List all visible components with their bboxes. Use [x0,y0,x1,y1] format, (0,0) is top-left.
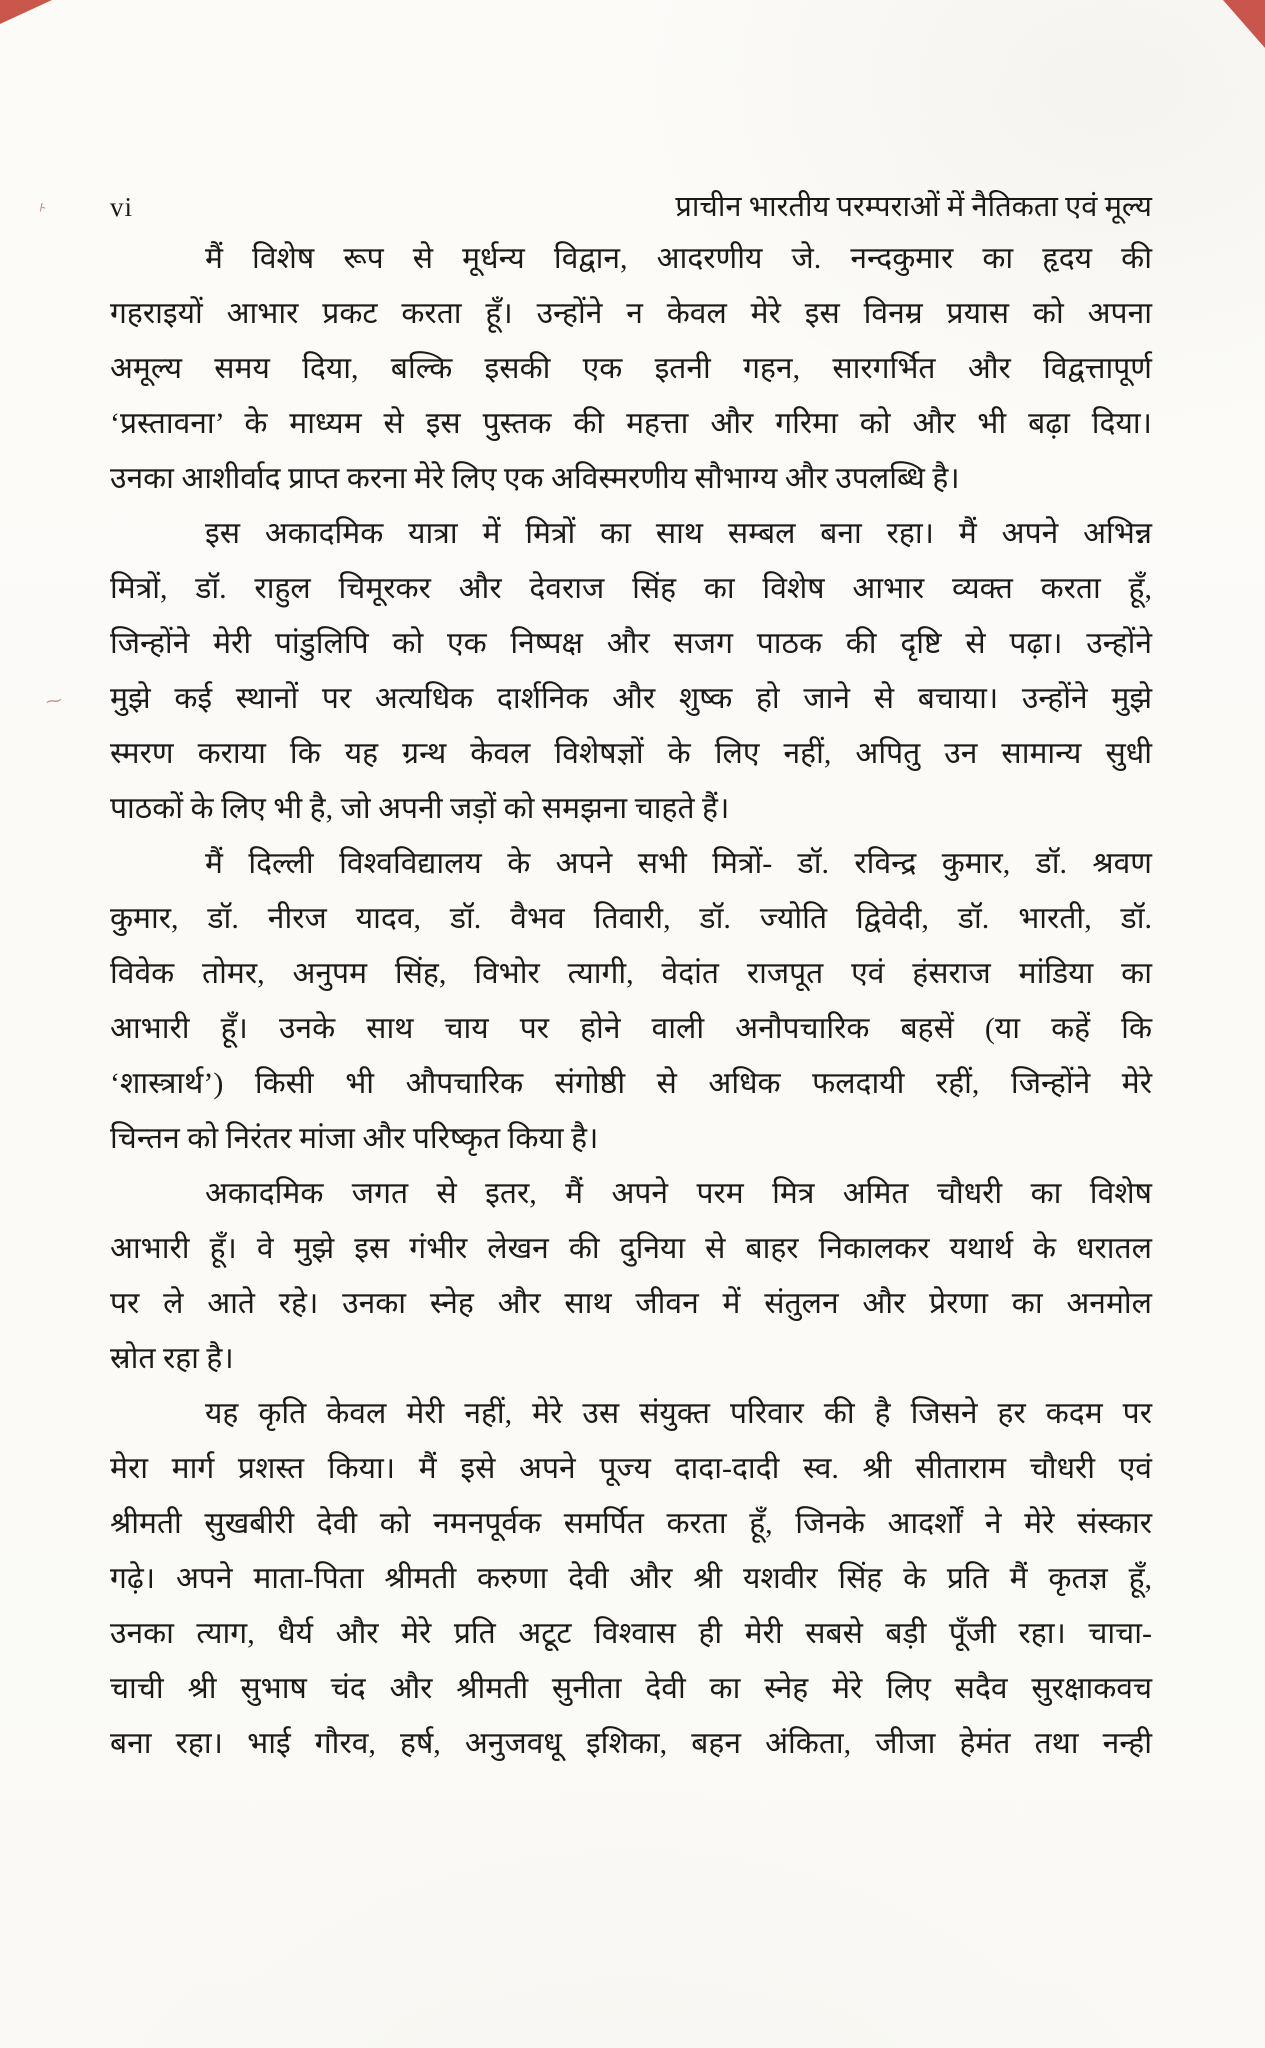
text-line: उनका आशीर्वाद प्राप्त करना मेरे लिए एक अविस्मरणीय सौभाग्य और उपलब्धि है। [110,462,960,495]
page-header [110,186,1152,225]
text-line: गढ़े। अपने माता-पिता श्रीमती करुणा देवी और श्री यशवीर सिंह के प्रति मैं कृतज्ञ हूँ, [110,1562,1152,1595]
text-line: अमूल्य समय दिया, बल्कि इसकी एक इतनी गहन, सारगर्भित और विद्वत्तापूर्ण [110,352,1152,385]
text-line: कुमार, डॉ. नीरज यादव, डॉ. वैभव तिवारी, डॉ. ज्योति द्विवेदी, डॉ. भारती, डॉ. [110,902,1152,935]
text-line: चिन्तन को निरंतर मांजा और परिष्कृत किया है। [110,1122,599,1155]
text-line: चाची श्री सुभाष चंद और श्रीमती सुनीता देवी का स्नेह मेरे लिए सदैव सुरक्षाकवच [110,1672,1152,1705]
text-line: मित्रों, डॉ. राहुल चिमूरकर और देवराज सिंह का विशेष आभार व्यक्त करता हूँ, [110,572,1152,605]
text-line: यह कृति केवल मेरी नहीं, मेरे उस संयुक्त परिवार की है जिसने हर कदम पर [205,1397,1152,1430]
text-line: स्मरण कराया कि यह ग्रन्थ केवल विशेषज्ञों के लिए नहीं, अपितु उन सामान्य सुधी [110,737,1152,770]
running-header-title: प्राचीन भारतीय परम्पराओं में नैतिकता एवं मूल्य [675,191,1152,223]
text-line: ‘शास्त्रार्थ’) किसी भी औपचारिक संगोष्ठी से अधिक फलदायी रहीं, जिन्होंने मेरे [110,1067,1152,1100]
text-line: स्रोत रहा है। [110,1342,234,1375]
text-line: इस अकादमिक यात्रा में मित्रों का साथ सम्बल बना रहा। मैं अपने अभिन्न [205,517,1152,550]
text-line: आभारी हूँ। उनके साथ चाय पर होने वाली अनौपचारिक बहसें (या कहें कि [110,1012,1152,1045]
text-line: विवेक तोमर, अनुपम सिंह, विभोर त्यागी, वेदांत राजपूत एवं हंसराज मांडिया का [110,957,1152,990]
text-line: मेरा मार्ग प्रशस्त किया। मैं इसे अपने पूज्य दादा-दादी स्व. श्री सीताराम चौधरी एवं [110,1452,1152,1485]
text-line: पर ले आते रहे। उनका स्नेह और साथ जीवन में संतुलन और प्रेरणा का अनमोल [110,1287,1152,1320]
text-line: जिन्होंने मेरी पांडुलिपि को एक निष्पक्ष और सजग पाठक की दृष्टि से पढ़ा। उन्होंने [110,627,1152,660]
text-line: उनका त्याग, धैर्य और मेरे प्रति अटूट विश्वास ही मेरी सबसे बड़ी पूँजी रहा। चाचा- [110,1617,1152,1650]
paragraph [110,231,1152,506]
text-line: मैं विशेष रूप से मूर्धन्य विद्वान, आदरणीय जे. नन्दकुमार का हृदय की [205,242,1152,275]
margin-scan-mark: ˫ [37,194,49,218]
text-line: अकादमिक जगत से इतर, मैं अपने परम मित्र अमित चौधरी का विशेष [205,1177,1152,1210]
text-line: गहराइयों आभार प्रकट करता हूँ। उन्होंने न केवल मेरे इस विनम्र प्रयास को अपना [110,297,1152,330]
red-corner-mark-top-right [1223,0,1265,48]
body-text [110,231,1152,1771]
paragraph [110,506,1152,836]
text-line: ‘प्रस्तावना’ के माध्यम से इस पुस्तक की महत्ता और गरिमा को और भी बढ़ा दिया। [110,407,1152,440]
paragraph [110,1166,1152,1386]
text-line: श्रीमती सुखबीरी देवी को नमनपूर्वक समर्पित करता हूँ, जिनके आदर्शों ने मेरे संस्कार [110,1507,1152,1540]
text-line: बना रहा। भाई गौरव, हर्ष, अनुजवधू इशिका, बहन अंकिता, जीजा हेमंत तथा नन्ही [110,1727,1152,1760]
paragraph [110,1386,1152,1771]
text-line: मुझे कई स्थानों पर अत्यधिक दार्शनिक और शुष्क हो जाने से बचाया। उन्होंने मुझे [110,682,1152,715]
text-line: आभारी हूँ। वे मुझे इस गंभीर लेखन की दुनिया से बाहर निकालकर यथार्थ के धरातल [110,1232,1152,1265]
text-line: मैं दिल्ली विश्वविद्यालय के अपने सभी मित्रों- डॉ. रविन्द्र कुमार, डॉ. श्रवण [205,847,1152,880]
margin-scan-mark: ⁓ [44,691,64,712]
page-number: vi [110,192,134,222]
red-corner-mark-top-left [0,0,52,24]
text-line: पाठकों के लिए भी है, जो अपनी जड़ों को समझना चाहते हैं। [110,792,730,825]
paragraph [110,836,1152,1166]
